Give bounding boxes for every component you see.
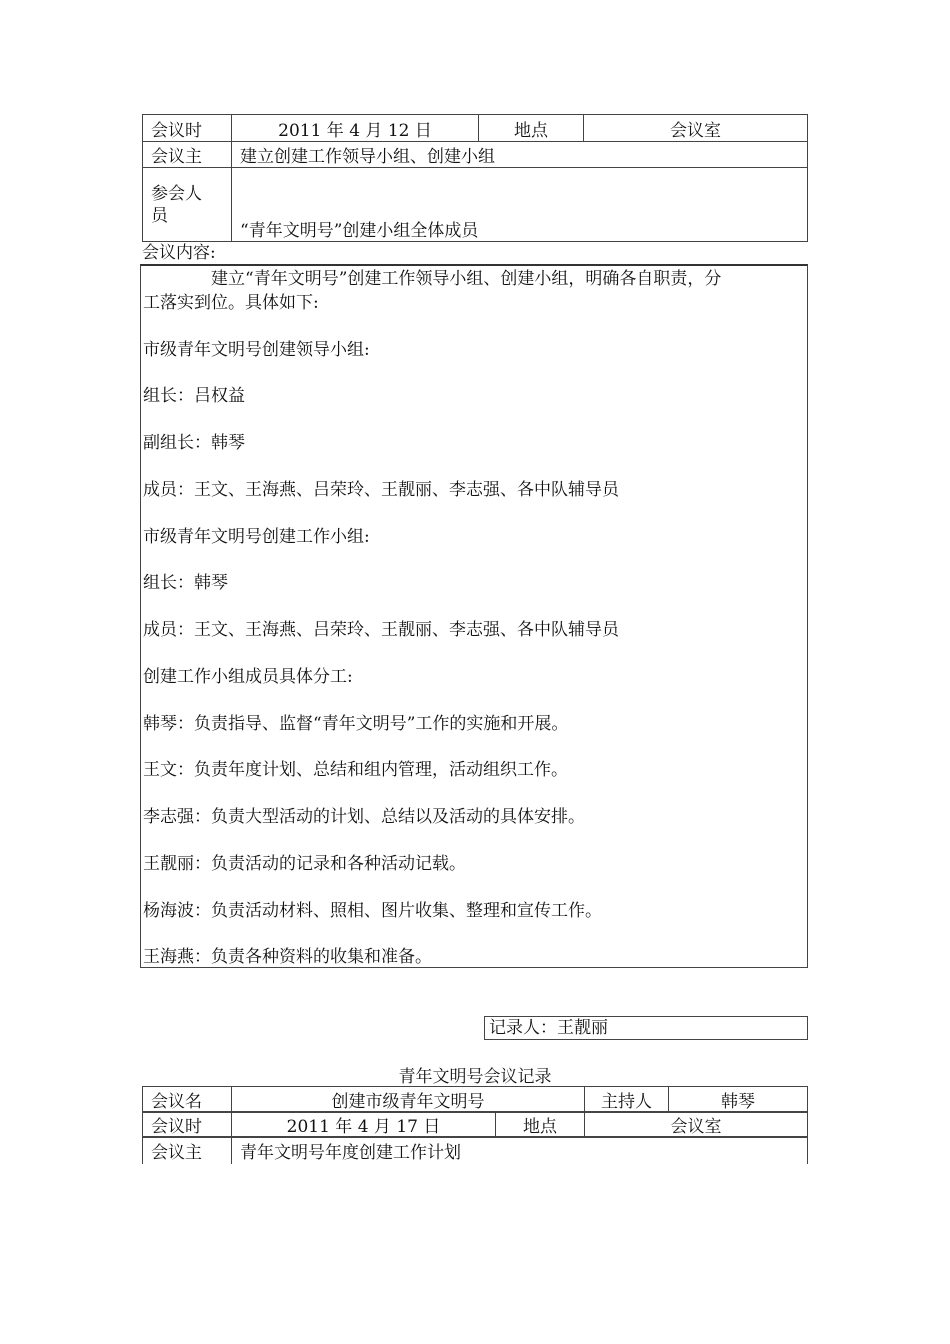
meeting2-title: 青年文明号会议记录 bbox=[398, 1067, 552, 1087]
content-line: 韩琴：负责指导、监督“青年文明号”工作的实施和开展。 bbox=[143, 714, 569, 734]
content-line: 工落实到位。具体如下: bbox=[143, 293, 319, 313]
place-value: 会议室 bbox=[584, 115, 808, 142]
content-line: 成员：王文、王海燕、吕荣玲、王靓丽、李志强、各中队辅导员 bbox=[143, 620, 619, 640]
time-label: 会议时 bbox=[143, 1112, 232, 1138]
content-line: 副组长：韩琴 bbox=[143, 433, 245, 453]
content-line: 市级青年文明号创建工作小组: bbox=[143, 527, 370, 547]
time-value: 2011 年 4 月 12 日 bbox=[232, 115, 479, 142]
time-value: 2011 年 4 月 17 日 bbox=[232, 1112, 496, 1138]
content-line: 市级青年文明号创建领导小组: bbox=[143, 340, 370, 360]
place-label: 地点 bbox=[496, 1112, 585, 1138]
content-line: 组长：吕权益 bbox=[143, 386, 245, 406]
time-label: 会议时 bbox=[143, 115, 232, 142]
attendees-label-line1: 参会人 bbox=[151, 183, 202, 204]
attendees-value: “青年文明号”创建小组全体成员 bbox=[232, 168, 808, 242]
name-label: 会议名 bbox=[143, 1087, 232, 1113]
place-label: 地点 bbox=[479, 115, 584, 142]
content-line: 建立“青年文明号”创建工作领导小组、创建小组，明确各自职责，分 bbox=[211, 269, 722, 289]
meeting2-topic-table bbox=[142, 1136, 808, 1164]
topic-value: 青年文明号年度创建工作计划 bbox=[232, 1137, 808, 1164]
content-line: 创建工作小组成员具体分工: bbox=[143, 667, 353, 687]
content-line: 王文：负责年度计划、总结和组内管理，活动组织工作。 bbox=[143, 760, 568, 780]
meeting2-time-table bbox=[142, 1111, 808, 1138]
attendees-label-line2: 员 bbox=[151, 205, 168, 226]
name-value: 创建市级青年文明号 bbox=[232, 1087, 585, 1113]
meeting-content-box bbox=[140, 264, 808, 968]
topic-value: 建立创建工作领导小组、创建小组 bbox=[232, 142, 808, 168]
content-line: 成员：王文、王海燕、吕荣玲、王靓丽、李志强、各中队辅导员 bbox=[143, 480, 619, 500]
host-value: 韩琴 bbox=[669, 1087, 808, 1113]
meeting2-info-table bbox=[142, 1086, 808, 1113]
place-value: 会议室 bbox=[585, 1112, 808, 1138]
topic-label: 会议主 bbox=[143, 1137, 232, 1164]
content-line: 李志强：负责大型活动的计划、总结以及活动的具体安排。 bbox=[143, 807, 585, 827]
host-label: 主持人 bbox=[585, 1087, 669, 1113]
meeting1-info-table bbox=[142, 114, 808, 242]
content-label: 会议内容: bbox=[142, 243, 216, 263]
content-line: 组长：韩琴 bbox=[143, 573, 228, 593]
content-line: 杨海波：负责活动材料、照相、图片收集、整理和宣传工作。 bbox=[143, 901, 602, 921]
attendees-label bbox=[143, 168, 232, 242]
content-line: 王海燕：负责各种资料的收集和准备。 bbox=[143, 947, 432, 967]
content-line: 王靓丽：负责活动的记录和各种活动记载。 bbox=[143, 854, 466, 874]
topic-label: 会议主 bbox=[143, 142, 232, 168]
recorder-field: 记录人：王靓丽 bbox=[484, 1016, 808, 1040]
